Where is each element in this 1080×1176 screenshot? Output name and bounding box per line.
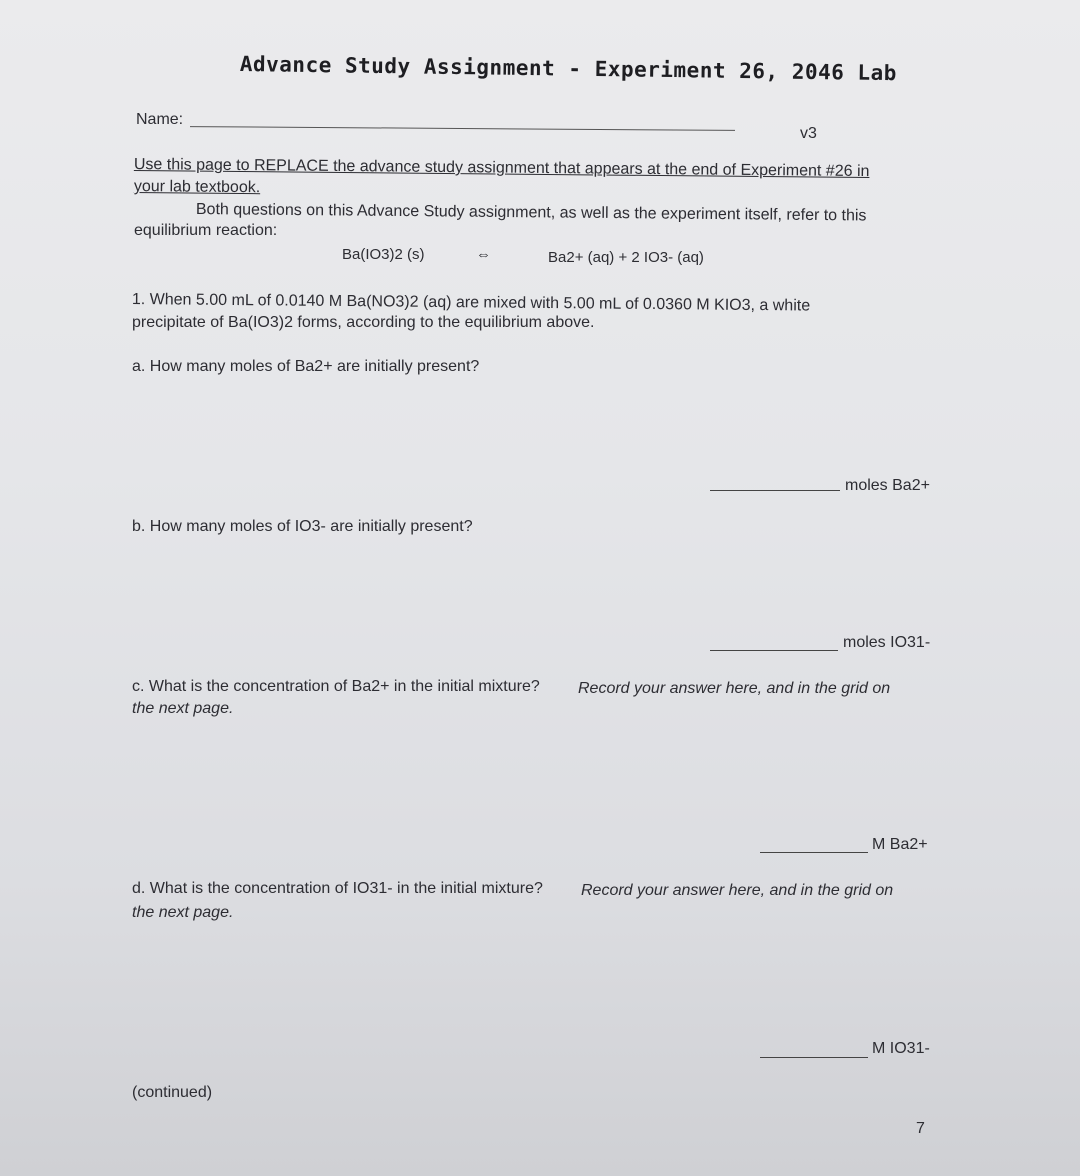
question-a: a. How many moles of Ba2+ are initially present? xyxy=(132,358,480,375)
reaction-reactant: Ba(IO3)2 (s) xyxy=(342,246,425,263)
instruction-line-3: Both questions on this Advance Study assignment, as well as the experiment itself, refer to this xyxy=(195,201,867,225)
page-number: 7 xyxy=(916,1120,925,1137)
unit-c: M Ba2+ xyxy=(872,836,928,853)
question-d-note-2: the next page. xyxy=(132,904,234,921)
answer-line-c[interactable] xyxy=(760,852,868,853)
question-c-note-1: Record your answer here, and in the grid on xyxy=(578,680,891,697)
instruction-line-1: Use this page to REPLACE the advance study assignment that appears at the end of Experiment #26 in xyxy=(133,156,870,181)
question-c-note-2: the next page. xyxy=(132,700,234,717)
answer-line-b[interactable] xyxy=(710,650,838,651)
answer-line-a[interactable] xyxy=(710,490,840,491)
reaction-products: Ba2+ (aq) + 2 IO3- (aq) xyxy=(548,249,704,266)
unit-b: moles IO31- xyxy=(843,634,931,651)
question-d-note-1: Record your answer here, and in the grid on xyxy=(581,882,894,899)
question-1-line-1: 1. When 5.00 mL of 0.0140 M Ba(NO3)2 (aq) are mixed with 5.00 mL of 0.0360 M KIO3, a white xyxy=(131,291,811,315)
name-answer-line[interactable] xyxy=(190,126,735,131)
page-title: Advance Study Assignment - Experiment 26, 2046 Lab xyxy=(239,52,898,86)
reaction-arrow: ⇔ xyxy=(476,246,491,263)
name-label: Name: xyxy=(136,111,184,128)
question-1-line-2: precipitate of Ba(IO3)2 forms, according to the equilibrium above. xyxy=(132,314,595,331)
version-label: v3 xyxy=(800,125,817,142)
question-d: d. What is the concentration of IO31- in the initial mixture? xyxy=(132,880,543,897)
instruction-line-2: your lab textbook. xyxy=(133,178,261,197)
question-c: c. What is the concentration of Ba2+ in the initial mixture? xyxy=(132,678,540,695)
unit-d: M IO31- xyxy=(872,1040,930,1057)
unit-a: moles Ba2+ xyxy=(845,477,930,494)
instruction-line-4: equilibrium reaction: xyxy=(134,222,278,239)
question-b: b. How many moles of IO3- are initially present? xyxy=(132,518,473,535)
answer-line-d[interactable] xyxy=(760,1057,868,1058)
continued-label: (continued) xyxy=(132,1084,213,1101)
